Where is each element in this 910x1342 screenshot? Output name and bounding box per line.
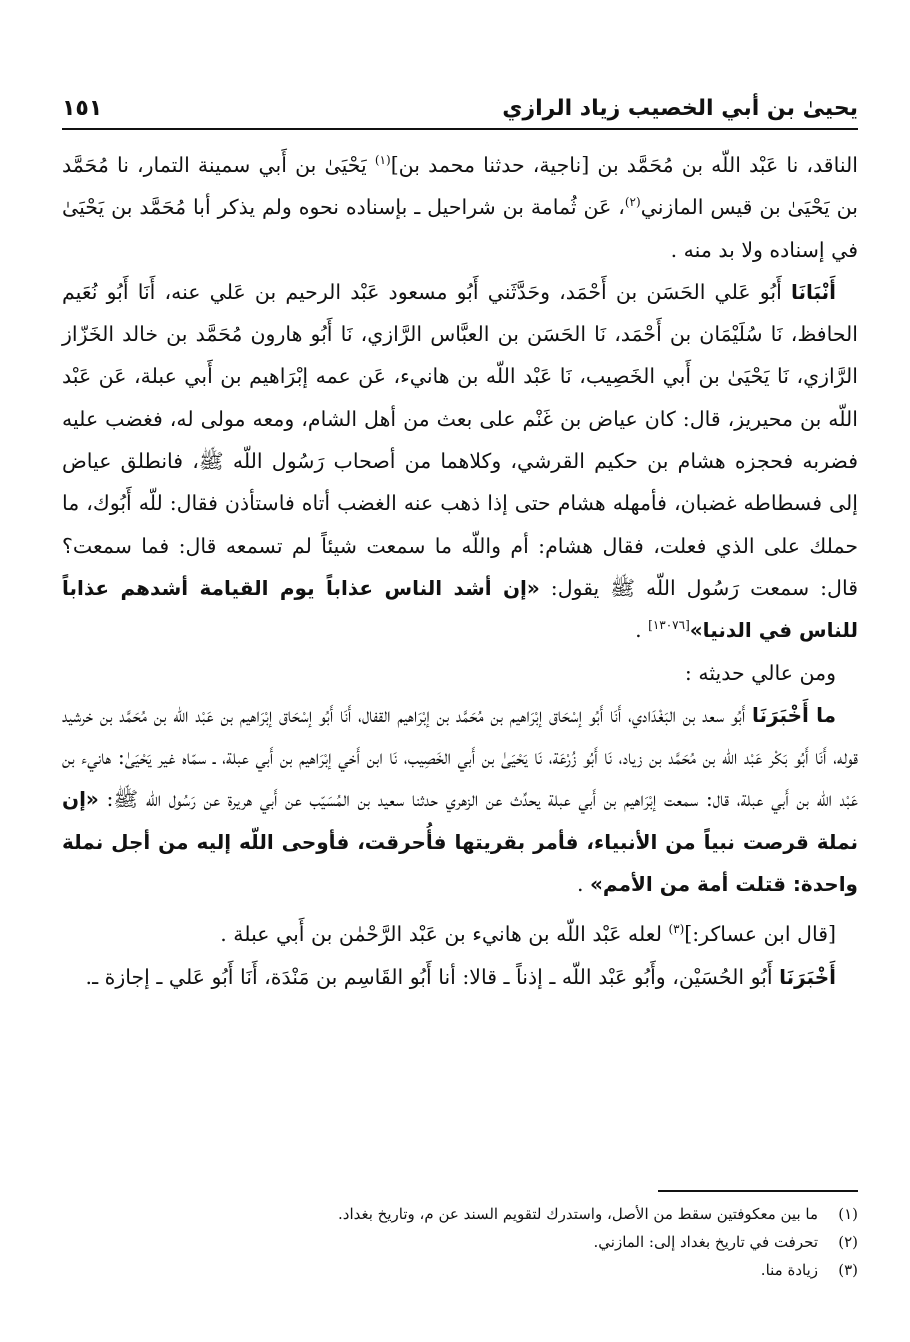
footnote-marker: (٣) [668,922,685,937]
footnote [62,1200,858,1228]
text-segment: ومن عالي حديثه : [684,660,836,685]
paragraph [62,144,858,271]
text-segment: الناقد، نا عَبْد اللّه بن مُحَمَّد بن [ناجية، حدثنا محمد بن] [390,153,858,177]
footnote-number: (٣) [838,1261,858,1279]
main-text [62,144,858,998]
footnotes [62,1190,858,1284]
text-segment: . [576,872,590,897]
running-header [62,84,858,130]
footnote [62,1228,858,1256]
footnote-rule [658,1190,858,1192]
bold-text: أَنْبَانَا [790,279,836,304]
footnote-number: (١) [838,1205,858,1223]
page [62,84,858,1304]
footnote-text: تحرفت في تاريخ بغداد إلى: المازني. [593,1233,818,1251]
page-number: ١٥١ [62,96,103,121]
text-segment: يَحْيَىٰ بن أَبي سمينة التمار، نا مُحَمَّد بن يَحْيَىٰ بن قيس المازني [62,153,858,220]
footnote [62,1256,858,1284]
footnote-text: زيادة منا. [760,1261,818,1279]
footnote-list [62,1200,858,1284]
text-segment: . [635,618,649,643]
text-segment: ، عَن ثُمامة بن شراحيل ـ بإسناده نحوه ولم يذكر أبا مُحَمَّد بن يَحْيَىٰ في إسناده ولا بد منه . [62,195,858,262]
bold-text: ما أَخْبَرَنَا [752,702,836,727]
running-title: يحيىٰ بن أبي الخصيب زياد الرازي [502,96,858,121]
text-segment: [قال ابن عساكر:] [684,922,836,947]
paragraph [62,271,858,652]
footnote-marker: [١٣٠٧٦] [648,618,690,633]
paragraph [62,956,858,998]
bold-text: أَخْبَرَنَا [779,964,836,989]
paragraph [62,694,858,905]
bold-text: «إن أشد الناس عذاباً يوم القيامة أشدهم عذاباً للناس في الدنيا» [62,575,858,643]
footnote-number: (٢) [838,1233,858,1251]
bold-text: «إن نملة قرصت نبياً من الأنبياء، فأمر بقريتها فأُحرقت، فأوحى اللّه إليه من أجل نملة واحدة: قتلت أمة من الأمم» [62,787,858,897]
text-segment: أَبُو عَلي الحَسَن بن أَحْمَد، وحَدَّثَني أَبُو مسعود عَبْد الرحيم بن عَلي عنه، أَنَا أَبُو نُعَيم الحافظ، نَا سُلَيْمَان بن أَحْمَد، نَا الحَسَن بن العبَّاس الرَّازي، نَا أَبُو هارون مُحَمَّد بن خالد الخَزّاز الرَّازي، نَا يَحْيَىٰ بن أَبي الخَصِيب، نَا عَبْد اللّه بن هانيء، عَن عمه إبْرَاهيم بن أَبي عبلة، عَن عَبْد اللّه بن محيريز، قال: كان عياض بن غَنْم على بعث من أهل الشام، ومعه مولى له، فغضب عليه فضربه فحجزه هشام بن حكيم القرشي، وكلاهما من أصحاب رَسُول اللّه ﷺ، فانطلق عياض إلى فسطاطه غضبان، فأمهله هشام حتى إذا ذهب عنه الغضب أتاه فاستأذن فقال: للّه أَبُوك، ما حملك على الذي فعلت، فقال هشام: أم واللّه ما سمعت شيئاً لم تسمعه قال: فما سمعت؟ قال: سمعت رَسُول اللّه ﷺ يقول: [62,279,858,600]
text-segment: لعله عَبْد اللّه بن هانيء بن عَبْد الرَّحْمٰن بن أَبي عبلة . [220,922,669,947]
paragraph [62,652,858,694]
footnote-marker: (١) [374,153,391,168]
footnote-marker: (٢) [624,195,641,210]
paragraph [62,913,858,955]
footnote-text: ما بين معكوفتين سقط من الأصل، واستدرك لتقويم السند عن م، وتاريخ بغداد. [338,1205,818,1223]
text-segment: أَبُو سعد بن البَغْدَادي، أَنَا أَبُو إسْحَاق إبْرَاهيم بن مُحَمَّد بن إبْرَاهيم القفال، أَنَا أَبُو إسْحَاق إبْرَاهيم بن عَبْد اللّه بن مُحَمَّد بن خرشيد قوله، أَنَا أَبُو بَكْر عَبْد اللّه بن مُحَمَّد بن زياد، نَا أَبُو زُرْعَة، نَا يَحْيَىٰ بن أَبي الخَصِيب، نَا ابن أَخي إبْرَاهيم بن أَبي عبلة، ـ سمّاه غير يَحْيَىٰ: هانيء بن عَبْد اللّه بن أَبي عبلة، قال: سمعت إبْرَاهيم بن أَبي عبلة يحدِّث عن الزهري حدثنا سعيد بن المُسَيّب عن أَبي هريرة عن رَسُول اللّه ﷺ: [62,702,858,812]
text-segment: أَبُو الحُسَيْن، وأَبُو عَبْد اللّه ـ إذناً ـ قالا: أنا أَبُو القَاسِم بن مَنْدَة، أَنَا أَبُو عَلي ـ إجازة ـ. [85,964,780,989]
